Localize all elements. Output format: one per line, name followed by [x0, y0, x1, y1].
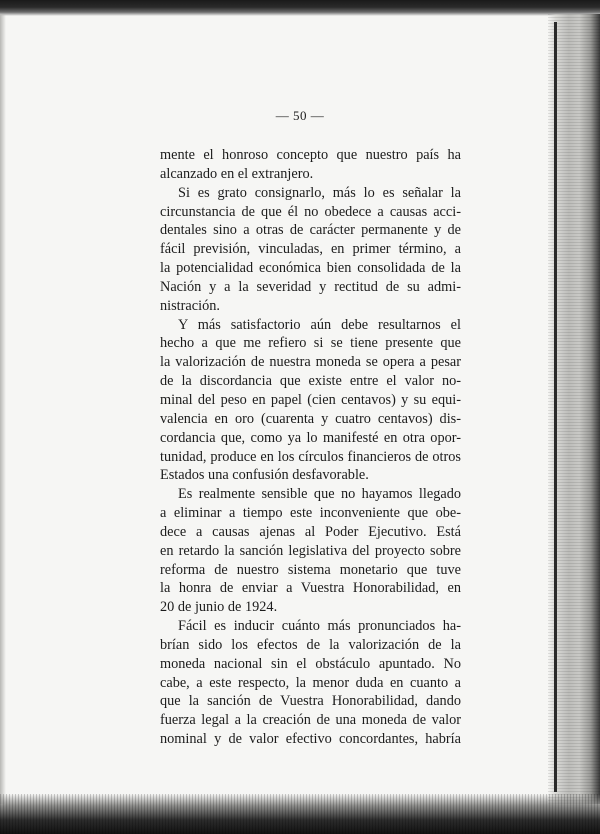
- text-line: que la sanción de Vuestra Honorabilidad, dando: [160, 693, 461, 710]
- text-line: alcanzado en el extranjero.: [160, 165, 314, 182]
- scan-left-edge: [0, 14, 6, 804]
- text-line: valencia en oro (cuarenta y cuatro centavos) dis-: [160, 410, 461, 427]
- text-line: a eliminar a tiempo este inconveniente que obe-: [160, 505, 461, 522]
- text-line: fuerza legal a la creación de una moneda de valor: [160, 712, 461, 729]
- text-line: mente el honroso concepto que nuestro país ha: [160, 147, 461, 163]
- text-line: de la discordancia que existe entre el valor no-: [160, 373, 461, 390]
- text-line: fácil previsión, vinculadas, en primer término, a: [160, 241, 461, 258]
- text-line: circunstancia de que él no obedece a causas acci-: [160, 203, 461, 220]
- text-line: 20 de junio de 1924.: [160, 599, 278, 616]
- text-line: en retardo la sanción legislativa del proyecto sobre: [160, 542, 461, 559]
- text-line: tunidad, produce en los círculos financieros de otros: [160, 448, 461, 465]
- text-line: Nación y a la severidad y rectitud de su admi-: [160, 278, 461, 295]
- text-line: dece a causas ajenas al Poder Ejecutivo. Está: [160, 523, 461, 540]
- text-line: Fácil es inducir cuánto más pronunciados ha-: [178, 618, 461, 635]
- text-line: cabe, a este respecto, la menor duda en cuanto a: [160, 674, 461, 691]
- text-line: minal del peso en papel (cien centavos) y su equi-: [160, 391, 461, 408]
- text-line: Es realmente sensible que no hayamos llegado: [178, 486, 461, 503]
- scan-top-edge: [0, 0, 600, 16]
- scan-right-edge: [548, 14, 600, 804]
- text-line: moneda nacional sin el obstáculo apuntado. No: [160, 655, 461, 672]
- text-line: la valorización de nuestra moneda se opera a pesar: [160, 354, 461, 371]
- text-line: la honra de enviar a Vuestra Honorabilidad, en: [160, 580, 461, 597]
- page-number: — 50 —: [275, 108, 325, 123]
- text-line: hecho a que me refiero si se tiene presente que: [160, 335, 461, 352]
- text-line: Si es grato consignarlo, más lo es señalar la: [178, 184, 461, 201]
- text-line: Y más satisfactorio aún debe resultarnos el: [178, 316, 461, 333]
- scan-bottom-edge: [0, 794, 600, 834]
- text-line: nistración.: [160, 297, 220, 314]
- text-line: nominal y de valor efectivo concordantes, habría: [160, 731, 461, 748]
- body-text: [160, 146, 461, 749]
- text-line: cordancia que, como ya lo manifesté en otra opor-: [160, 429, 461, 446]
- text-line: brían sido los efectos de la valorización de la: [160, 636, 461, 653]
- text-line: la potencialidad económica bien consolidada de la: [160, 260, 461, 277]
- text-line: Estados una confusión desfavorable.: [160, 467, 369, 484]
- text-line: dentales sino a otras de carácter permanente y de: [160, 222, 461, 239]
- text-line: reforma de nuestro sistema monetario que tuve: [160, 561, 461, 578]
